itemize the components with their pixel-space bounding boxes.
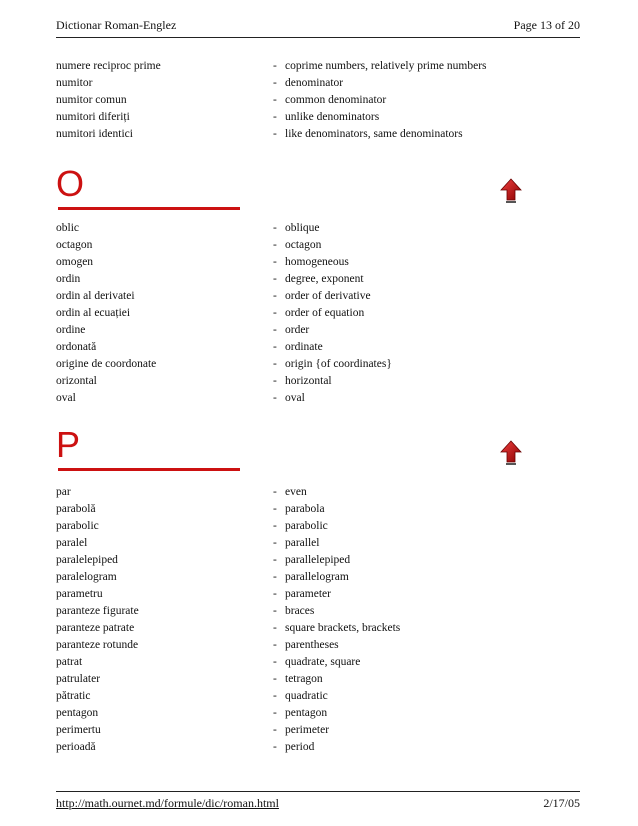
- romanian-term: orizontal: [56, 375, 97, 387]
- english-term: origin {of coordinates}: [285, 358, 392, 370]
- romanian-term: parabolic: [56, 520, 99, 532]
- separator-dash: -: [273, 690, 277, 702]
- separator-dash: -: [273, 358, 277, 370]
- list-item: [56, 671, 580, 688]
- english-term: coprime numbers, relatively prime numbers: [285, 60, 487, 72]
- english-term: parallelepiped: [285, 554, 351, 566]
- separator-dash: -: [273, 324, 277, 336]
- section-n-entries: [56, 58, 580, 143]
- list-item: [56, 305, 580, 322]
- list-item: [56, 322, 580, 339]
- english-term: order of derivative: [285, 290, 371, 302]
- list-item: [56, 552, 580, 569]
- english-term: pentagon: [285, 707, 328, 719]
- romanian-term: ordine: [56, 324, 86, 336]
- romanian-term: patrulater: [56, 673, 101, 685]
- romanian-term: paralelogram: [56, 571, 117, 583]
- romanian-term: numitori diferiți: [56, 111, 130, 123]
- english-term: even: [285, 486, 307, 498]
- romanian-term: paranteze patrate: [56, 622, 135, 634]
- english-term: degree, exponent: [285, 273, 364, 285]
- list-item: [56, 109, 580, 126]
- separator-dash: -: [273, 307, 277, 319]
- romanian-term: ordonată: [56, 341, 97, 353]
- list-item: [56, 237, 580, 254]
- romanian-term: numitor: [56, 77, 93, 89]
- english-term: parabola: [285, 503, 325, 515]
- romanian-term: paranteze rotunde: [56, 639, 139, 651]
- list-item: [56, 586, 580, 603]
- document-title: Dictionar Roman-Englez: [56, 18, 177, 32]
- romanian-term: parametru: [56, 588, 103, 600]
- romanian-term: numitori identici: [56, 128, 133, 140]
- list-item: [56, 484, 580, 501]
- romanian-term: numere reciproc prime: [56, 60, 161, 72]
- list-item: [56, 501, 580, 518]
- list-item: [56, 518, 580, 535]
- romanian-term: par: [56, 486, 71, 498]
- english-term: tetragon: [285, 673, 323, 685]
- separator-dash: -: [273, 256, 277, 268]
- english-term: parallelogram: [285, 571, 349, 583]
- english-term: oblique: [285, 222, 320, 234]
- separator-dash: -: [273, 375, 277, 387]
- romanian-term: octagon: [56, 239, 93, 251]
- list-item: [56, 722, 580, 739]
- romanian-term: paralelepiped: [56, 554, 118, 566]
- separator-dash: -: [273, 239, 277, 251]
- english-term: order: [285, 324, 310, 336]
- english-term: period: [285, 741, 315, 753]
- separator-dash: -: [273, 94, 277, 106]
- english-term: unlike denominators: [285, 111, 380, 123]
- romanian-term: perimertu: [56, 724, 101, 736]
- separator-dash: -: [273, 537, 277, 549]
- list-item: [56, 637, 580, 654]
- romanian-term: parabolă: [56, 503, 96, 515]
- separator-dash: -: [273, 639, 277, 651]
- separator-dash: -: [273, 588, 277, 600]
- list-item: [56, 654, 580, 671]
- list-item: [56, 373, 580, 390]
- romanian-term: oval: [56, 392, 76, 404]
- up-arrow-icon[interactable]: [500, 178, 522, 204]
- separator-dash: -: [273, 273, 277, 285]
- english-term: parentheses: [285, 639, 339, 651]
- section-letter-p: P: [56, 424, 81, 465]
- english-term: braces: [285, 605, 315, 617]
- header-divider: [56, 37, 580, 38]
- romanian-term: ordin: [56, 273, 81, 285]
- separator-dash: -: [273, 503, 277, 515]
- list-item: [56, 75, 580, 92]
- list-item: [56, 58, 580, 75]
- english-term: oval: [285, 392, 305, 404]
- english-term: common denominator: [285, 94, 387, 106]
- separator-dash: -: [273, 392, 277, 404]
- separator-dash: -: [273, 724, 277, 736]
- english-term: parameter: [285, 588, 331, 600]
- list-item: [56, 739, 580, 756]
- page-header: [56, 17, 580, 37]
- romanian-term: pentagon: [56, 707, 99, 719]
- english-term: perimeter: [285, 724, 330, 736]
- list-item: [56, 271, 580, 288]
- romanian-term: patrat: [56, 656, 83, 668]
- english-term: denominator: [285, 77, 344, 89]
- page-footer: [56, 795, 580, 813]
- footer-divider: [56, 791, 580, 792]
- list-item: [56, 126, 580, 143]
- romanian-term: paralel: [56, 537, 88, 549]
- separator-dash: -: [273, 60, 277, 72]
- separator-dash: -: [273, 111, 277, 123]
- romanian-term: perioadă: [56, 741, 96, 753]
- english-term: ordinate: [285, 341, 323, 353]
- romanian-term: ordin al ecuației: [56, 307, 131, 319]
- english-term: quadrate, square: [285, 656, 361, 668]
- section-p-entries: [56, 484, 580, 756]
- romanian-term: oblic: [56, 222, 79, 234]
- source-url-link[interactable]: http://math.ournet.md/formule/dic/roman.html: [56, 796, 279, 810]
- romanian-term: pătratic: [56, 690, 91, 702]
- english-term: homogeneous: [285, 256, 349, 268]
- separator-dash: -: [273, 128, 277, 140]
- separator-dash: -: [273, 571, 277, 583]
- separator-dash: -: [273, 222, 277, 234]
- english-term: octagon: [285, 239, 322, 251]
- romanian-term: paranteze figurate: [56, 605, 139, 617]
- separator-dash: -: [273, 605, 277, 617]
- english-term: order of equation: [285, 307, 365, 319]
- separator-dash: -: [273, 77, 277, 89]
- list-item: [56, 535, 580, 552]
- separator-dash: -: [273, 656, 277, 668]
- list-item: [56, 569, 580, 586]
- separator-dash: -: [273, 707, 277, 719]
- print-date: 2/17/05: [543, 796, 580, 810]
- english-term: parabolic: [285, 520, 328, 532]
- romanian-term: origine de coordonate: [56, 358, 157, 370]
- list-item: [56, 620, 580, 637]
- separator-dash: -: [273, 673, 277, 685]
- section-letter-o: O: [56, 163, 85, 204]
- english-term: like denominators, same denominators: [285, 128, 463, 140]
- list-item: [56, 288, 580, 305]
- english-term: quadratic: [285, 690, 328, 702]
- separator-dash: -: [273, 554, 277, 566]
- list-item: [56, 356, 580, 373]
- list-item: [56, 220, 580, 237]
- english-term: parallel: [285, 537, 320, 549]
- list-item: [56, 339, 580, 356]
- up-arrow-icon[interactable]: [500, 440, 522, 466]
- section-o-underline: [58, 207, 240, 210]
- english-term: horizontal: [285, 375, 332, 387]
- english-term: square brackets, brackets: [285, 622, 401, 634]
- romanian-term: omogen: [56, 256, 94, 268]
- separator-dash: -: [273, 486, 277, 498]
- separator-dash: -: [273, 290, 277, 302]
- section-p-underline: [58, 468, 240, 471]
- romanian-term: numitor comun: [56, 94, 127, 106]
- separator-dash: -: [273, 341, 277, 353]
- list-item: [56, 705, 580, 722]
- list-item: [56, 254, 580, 271]
- romanian-term: ordin al derivatei: [56, 290, 135, 302]
- list-item: [56, 603, 580, 620]
- separator-dash: -: [273, 520, 277, 532]
- separator-dash: -: [273, 741, 277, 753]
- list-item: [56, 688, 580, 705]
- separator-dash: -: [273, 622, 277, 634]
- page-number: Page 13 of 20: [513, 18, 580, 32]
- list-item: [56, 390, 580, 407]
- list-item: [56, 92, 580, 109]
- section-o-entries: [56, 220, 580, 407]
